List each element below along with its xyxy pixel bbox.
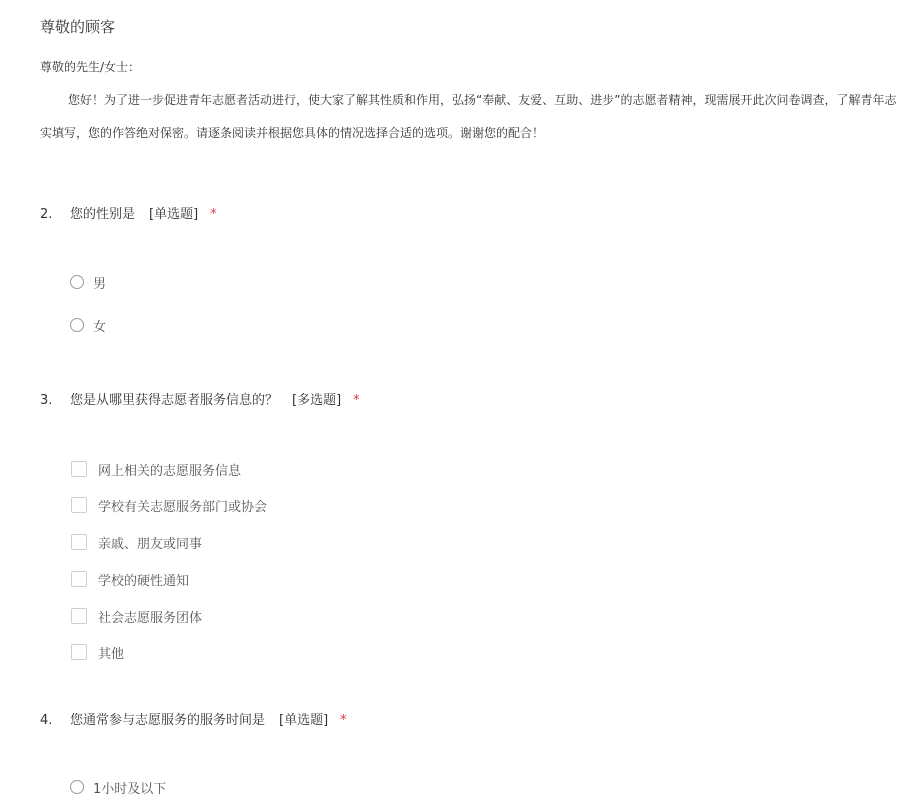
question-number: 3. xyxy=(40,393,53,408)
page-title: 尊敬的顾客 xyxy=(40,18,116,36)
radio-option-female[interactable] xyxy=(70,316,106,334)
required-marker: * xyxy=(353,393,360,408)
intro-paragraph-line-2: 实填写，您的作答绝对保密。请逐条阅读并根据您具体的情况选择合适的选项。谢谢您的配合！ xyxy=(40,126,545,140)
checkbox[interactable] xyxy=(71,534,87,550)
checkbox-option-school-notice[interactable] xyxy=(70,570,189,588)
option-label: 网上相关的志愿服务信息 xyxy=(98,463,242,479)
radio-button[interactable] xyxy=(70,318,84,332)
question-4-title xyxy=(40,709,347,728)
checkbox[interactable] xyxy=(71,644,87,660)
checkbox[interactable] xyxy=(71,461,87,477)
checkbox[interactable] xyxy=(71,608,87,624)
checkbox[interactable] xyxy=(71,571,87,587)
question-text: 您的性别是 xyxy=(70,207,136,222)
question-type-label: [单选题] xyxy=(279,713,329,728)
option-label: 男 xyxy=(93,276,107,292)
question-text: 您是从哪里获得志愿者服务信息的？ xyxy=(70,393,279,408)
checkbox-option-school-department[interactable] xyxy=(70,496,267,514)
required-marker: * xyxy=(210,207,217,222)
radio-option-1-hour-or-less[interactable] xyxy=(70,778,166,796)
question-number: 2. xyxy=(40,207,53,222)
question-text: 您通常参与志愿服务的服务时间是 xyxy=(70,713,266,728)
question-3-title xyxy=(40,389,360,408)
checkbox-option-social-groups[interactable] xyxy=(70,607,202,625)
radio-button[interactable] xyxy=(70,275,84,289)
radio-option-male[interactable] xyxy=(70,273,106,291)
question-number: 4. xyxy=(40,713,53,728)
question-type-label: [多选题] xyxy=(292,393,342,408)
checkbox-option-relatives-friends[interactable] xyxy=(70,533,202,551)
option-label: 学校有关志愿服务部门或协会 xyxy=(98,499,268,515)
option-label: 社会志愿服务团体 xyxy=(98,610,203,626)
question-2-title xyxy=(40,203,217,222)
required-marker: * xyxy=(340,713,347,728)
option-label: 亲戚、朋友或同事 xyxy=(98,536,203,552)
radio-button[interactable] xyxy=(70,780,84,794)
greeting-text: 尊敬的先生/女士： xyxy=(40,60,141,74)
checkbox-option-online-info[interactable] xyxy=(70,460,241,478)
option-label: 1小时及以下 xyxy=(93,781,167,797)
option-label: 女 xyxy=(93,319,107,335)
checkbox-option-other[interactable] xyxy=(70,643,124,661)
option-label: 学校的硬性通知 xyxy=(98,573,190,589)
option-label: 其他 xyxy=(98,646,125,662)
intro-paragraph-line-1: 您好！为了进一步促进青年志愿者活动进行，使大家了解其性质和作用，弘扬“奉献、友爱、互助、进步”的志愿者精神，现需展开此次问卷调查，了解青年志 xyxy=(68,93,897,107)
question-type-label: [单选题] xyxy=(149,207,199,222)
checkbox[interactable] xyxy=(71,497,87,513)
